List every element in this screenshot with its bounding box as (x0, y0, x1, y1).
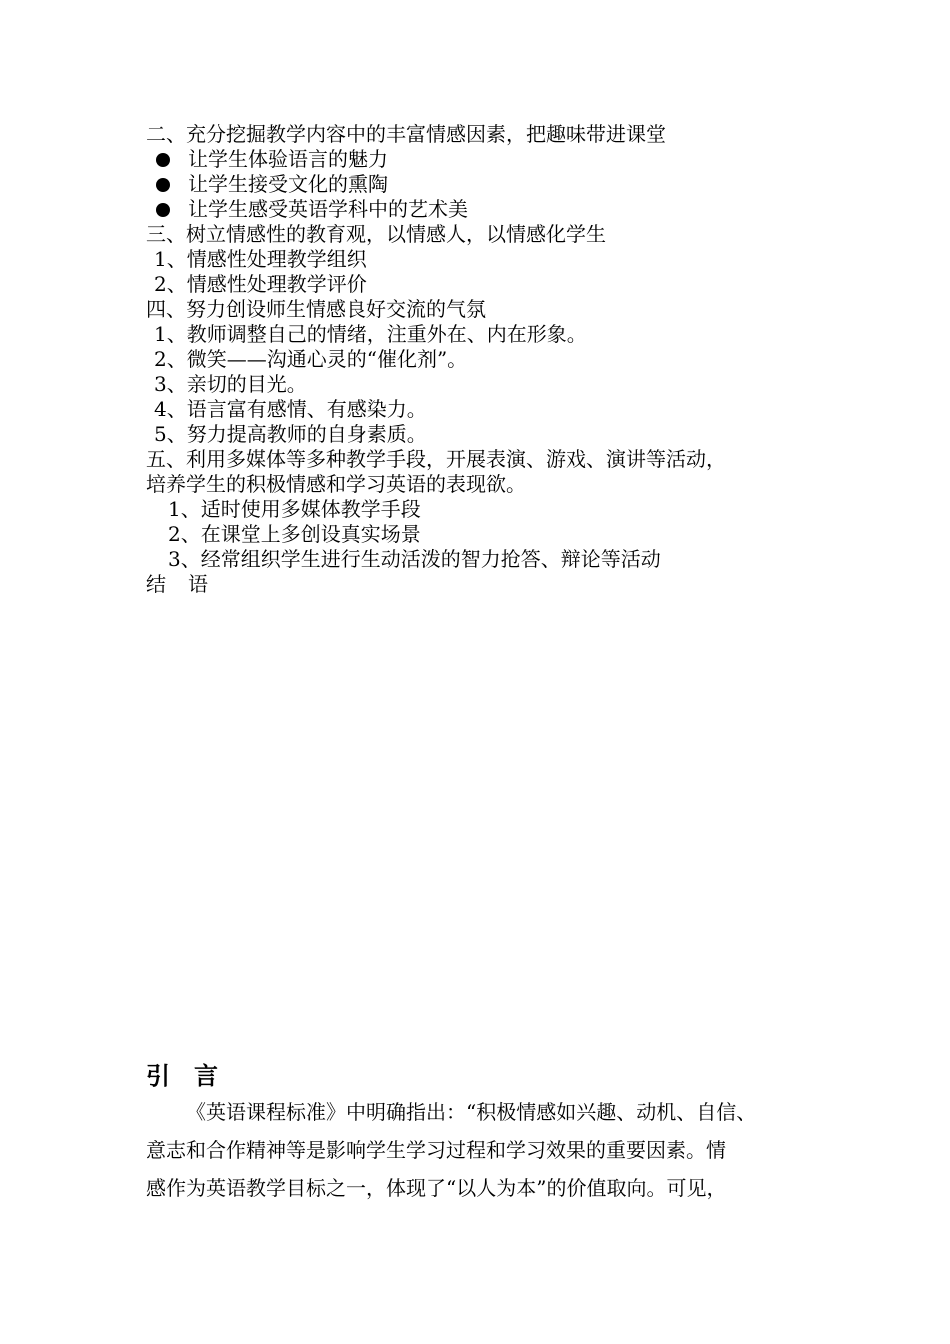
list-item: 1、适时使用多媒体教学手段 (168, 497, 421, 521)
list-item: 5、努力提高教师的自身素质。 (154, 422, 427, 446)
paragraph-line: 《英语课程标准》中明确指出：“积极情感如兴趣、动机、自信、 (186, 1100, 757, 1124)
list-item: 1、教师调整自己的情绪，注重外在、内在形象。 (154, 322, 587, 346)
paragraph-line: 感作为英语教学目标之一，体现了“以人为本”的价值取向。可见， (146, 1176, 727, 1200)
heading-char: 引 (146, 1062, 170, 1090)
section-heading-continued: 培养学生的积极情感和学习英语的表现欲。 (146, 472, 526, 496)
bullet-item (146, 197, 826, 222)
outline-section (146, 122, 826, 597)
section-heading: 五、利用多媒体等多种教学手段，开展表演、游戏、演讲等活动， (146, 447, 726, 471)
introduction-paragraph (146, 1093, 836, 1207)
section-heading: 三、树立情感性的教育观，以情感人，以情感化学生 (146, 222, 606, 246)
bullet-icon (156, 178, 170, 192)
list-item: 2、在课堂上多创设真实场景 (168, 522, 421, 546)
section-heading: 四、努力创设师生情感良好交流的气氛 (146, 297, 486, 321)
bullet-icon (156, 153, 170, 167)
bullet-icon (156, 203, 170, 217)
bullet-text: 让学生体验语言的魅力 (188, 147, 388, 171)
introduction-heading (146, 1056, 218, 1091)
list-item: 1、情感性处理教学组织 (154, 247, 367, 271)
list-item: 3、亲切的目光。 (154, 372, 307, 396)
list-item: 2、情感性处理教学评价 (154, 272, 367, 296)
closing-heading (146, 572, 826, 597)
closing-char: 语 (188, 572, 208, 596)
section-heading: 二、充分挖掘教学内容中的丰富情感因素，把趣味带进课堂 (146, 122, 666, 146)
bullet-text: 让学生感受英语学科中的艺术美 (188, 197, 468, 221)
closing-char: 结 (146, 572, 166, 596)
list-item: 2、微笑——沟通心灵的“催化剂”。 (154, 347, 468, 371)
bullet-text: 让学生接受文化的熏陶 (188, 172, 388, 196)
heading-char: 言 (194, 1062, 218, 1090)
paragraph-line: 意志和合作精神等是影响学生学习过程和学习效果的重要因素。情 (146, 1138, 726, 1162)
list-item: 4、语言富有感情、有感染力。 (154, 397, 427, 421)
bullet-item (146, 147, 826, 172)
bullet-item (146, 172, 826, 197)
list-item: 3、经常组织学生进行生动活泼的智力抢答、辩论等活动 (168, 547, 661, 571)
